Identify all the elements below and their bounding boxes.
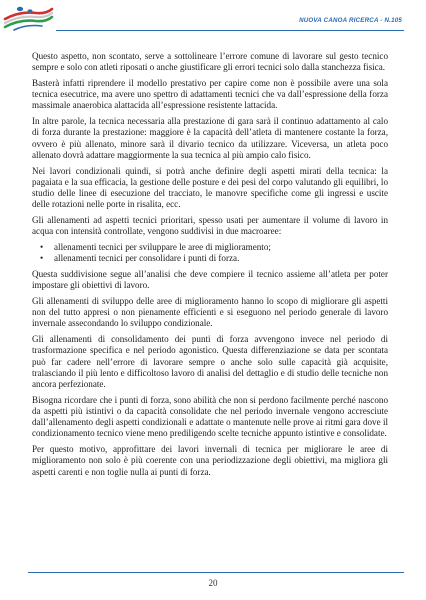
paragraph: Basterà infatti riprendere il modello prestativo per capire come non è possibile avere una sola tecnica esecutrice, ma avere uno spettro di adattamenti tecnici che va dall’espressione della forza massimale anaerobica alattacida all’espressione resistente lattacida. xyxy=(32,78,388,111)
header-divider xyxy=(56,30,404,31)
paragraph: In altre parole, la tecnica necessaria alla prestazione di gara sarà il continuo adattamento al calo di forza durante la prestazione: maggiore è la capacità dell’atleta di mantenere costante la forza, ovvero è più allenato, minore sarà il divario tecnico da utilizzare. Viceversa, un atleta poco allenato dovrà adattare maggiormente la sua tecnica al più ampio calo fisico. xyxy=(32,116,388,160)
paragraph: Nei lavori condizionali quindi, si potrà anche definire degli aspetti mirati della tecnica: la pagaiata e la sua efficacia, la gestione delle posture e dei pesi del corpo valutando gli equilibri, lo studio delle linee di esecuzione del tracciato, le manovre specifiche come gli ingressi e uscite delle rotazioni nelle porte in risalita, ecc. xyxy=(32,165,388,210)
footer-divider xyxy=(28,572,404,573)
paragraph: Questa suddivisione segue all’analisi che deve compiere il tecnico assieme all’atleta per poter impostare gli obiettivi di lavoro. xyxy=(32,269,388,291)
tricolor-canoe-logo-icon xyxy=(2,2,54,32)
paragraph: Bisogna ricordare che i punti di forza, sono abilità che non si perdono facilmente perché nascono da aspetti più istintivi o da capacità consolidate che nel periodo invernale vengono accresciute dall’allenamento degli aspetti condizionali e adattate o mantenute nelle prove ai ritmi gara dove il condizionamento tecnico viene meno prediligendo scelte tecniche appunto istintive e consolidate. xyxy=(32,394,388,439)
paragraph: Per questo motivo, approfittare dei lavori invernali di tecnica per migliorare le aree di miglioramento non solo è più coerente con una periodizzazione degli obiettivi, ma migliora gli aspetti carenti e non toglie nulla ai punti di forza. xyxy=(32,444,388,477)
list-item: • allenamenti tecnici per consolidare i punti di forza. xyxy=(54,253,388,264)
paragraph: Gli allenamenti di sviluppo delle aree di miglioramento hanno lo scopo di migliorare gli aspetti non del tutto appresi o non pienamente efficienti e si eseguono nel periodo generale di lavoro invernale assecondando lo sviluppo condizionale. xyxy=(32,296,388,329)
page-number: 20 xyxy=(208,578,218,588)
paragraph: Gli allenamenti ad aspetti tecnici prioritari, spesso usati per aumentare il volume di lavoro in acqua con intensità controllate, vengono suddivisi in due macroaree: xyxy=(32,215,388,237)
journal-title: NUOVA CANOA RICERCA - N.105 xyxy=(299,17,402,24)
paragraph: Gli allenamenti di consolidamento dei punti di forza avvengono invece nel periodo di trasformazione specifica e nel periodo agonistico. Questa differenziazione se data per scontata può far cadere nell’errore di lavorare sempre o anche solo sulle capacità già acquisite, tralasciando il più lento e difficoltoso lavoro di analisi del dettaglio e di studio delle tecniche non ancora perfezionate. xyxy=(32,334,388,390)
article-body xyxy=(32,51,388,482)
bullet-list xyxy=(32,242,388,264)
page-header xyxy=(0,0,426,34)
list-item: • allenamenti tecnici per sviluppare le aree di miglioramento; xyxy=(54,242,388,253)
paragraph: Questo aspetto, non scontato, serve a sottolineare l’errore comune di lavorare sul gesto tecnico sempre e solo con atleti riposati o anche giustificare gli errori tecnici solo dalla stanchezza fisica. xyxy=(32,51,388,73)
